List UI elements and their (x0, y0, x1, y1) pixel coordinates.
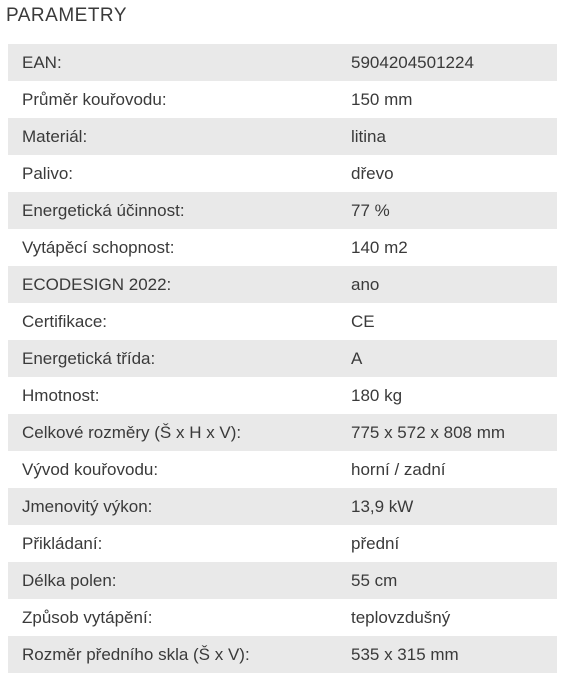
table-row (8, 414, 557, 451)
table-row (8, 636, 557, 673)
param-value: 55 cm (351, 570, 398, 590)
table-row (8, 340, 557, 377)
param-value: ano (351, 274, 380, 294)
param-label: Délka polen: (22, 570, 117, 590)
param-value: 140 m2 (351, 237, 408, 257)
param-value: 180 kg (351, 385, 403, 405)
table-row (8, 81, 557, 118)
param-value: teplovzdušný (351, 607, 451, 627)
param-label: Rozměr předního skla (Š x V): (22, 644, 250, 664)
param-value: dřevo (351, 163, 394, 183)
param-label: Vytápěcí schopnost: (22, 237, 175, 257)
table-row (8, 303, 557, 340)
param-value: 5904204501224 (351, 52, 474, 72)
param-label: Palivo: (22, 163, 74, 183)
param-label: ECODESIGN 2022: (22, 274, 172, 294)
table-row (8, 599, 557, 636)
param-value: litina (351, 126, 386, 146)
param-label: Energetická účinnost: (22, 200, 185, 220)
param-value: A (351, 348, 363, 368)
param-value: 150 mm (351, 89, 413, 109)
table-row (8, 155, 557, 192)
param-label: Hmotnost: (22, 385, 100, 405)
table-row (8, 44, 557, 81)
param-value: 13,9 kW (351, 496, 414, 516)
table-row (8, 377, 557, 414)
parameters-table (8, 44, 557, 673)
param-label: EAN: (22, 52, 62, 72)
table-row (8, 229, 557, 266)
param-value: 775 x 572 x 808 mm (351, 422, 506, 442)
param-label: Materiál: (22, 126, 88, 146)
param-label: Průměr kouřovodu: (22, 89, 167, 109)
param-label: Certifikace: (22, 311, 108, 331)
table-row (8, 451, 557, 488)
param-label: Celkové rozměry (Š x H x V): (22, 422, 242, 442)
table-row (8, 192, 557, 229)
table-row (8, 118, 557, 155)
table-row (8, 266, 557, 303)
param-value: přední (351, 533, 400, 553)
param-label: Energetická třída: (22, 348, 156, 368)
table-row (8, 562, 557, 599)
param-label: Způsob vytápění: (22, 607, 153, 627)
table-row (8, 525, 557, 562)
param-label: Jmenovitý výkon: (22, 496, 153, 516)
param-value: horní / zadní (351, 459, 446, 479)
param-value: 77 % (351, 200, 390, 220)
table-row (8, 488, 557, 525)
param-label: Přikládaní: (22, 533, 103, 553)
param-value: 535 x 315 mm (351, 644, 459, 664)
param-value: CE (351, 311, 375, 331)
param-label: Vývod kouřovodu: (22, 459, 159, 479)
section-title: PARAMETRY (6, 5, 127, 26)
